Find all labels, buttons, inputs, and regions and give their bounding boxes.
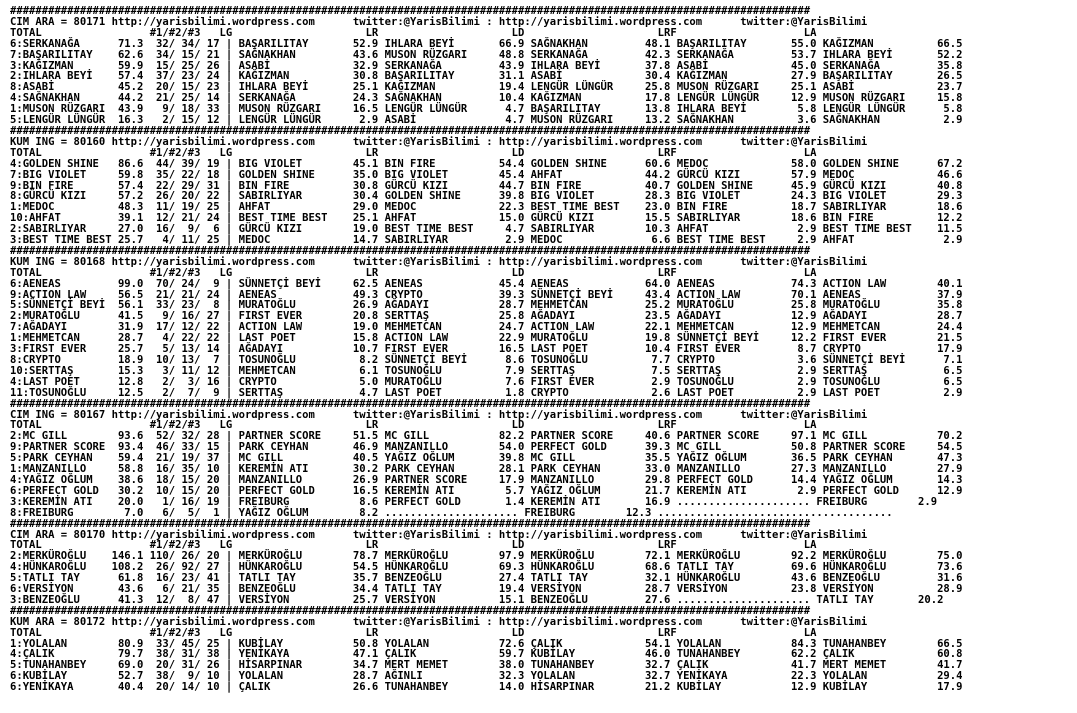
race-header-line: CIM ING = 80167 http://yarisbilimi.wordpress.com twitter:@YarisBilimi : http://yarisbilimi.wordpress.com twitter:@YarisBilimi: [10, 408, 868, 421]
result-row: 10:SERTTAŞ 15.3 3/ 11/ 12 | MEHMETCAN 6.1 TOSUNOĞLU 7.9 SERTTAŞ 7.5 SERTTAŞ 2.9 SERTTAŞ 6.5: [10, 364, 963, 377]
result-row: 1:MEDOC 48.3 11/ 19/ 25 | AHFAT 29.0 MEDOC 22.3 BEST TIME BEST 23.0 BIN FIRE 18.7 SABIRLIYAR 18.6: [10, 201, 963, 214]
column-header-line: TOTAL #1/#2/#3 LG LR LD LRF LA: [10, 539, 817, 552]
result-row: 7:BAŞARILITAY 62.6 34/ 15/ 21 | SAĞNAKHAN 43.6 MUSON RÜZGARI 48.8 SERKANAĞA 42.3 SERKANAĞA 53.7 IHLARA BEYİ 52.2: [10, 48, 963, 61]
result-row: 4:YAĞIZ OĞLUM 38.6 18/ 15/ 20 | MANZANILLO 26.9 PARTNER SCORE 17.9 MANZANILLO 29.8 PERFECT GOLD 14.4 YAĞIZ OĞLUM 14.3: [10, 473, 963, 486]
race-analysis-document: [10, 6, 1074, 711]
result-row: 7:BIG VIOLET 59.8 35/ 22/ 18 | GOLDEN SHINE 35.0 BIG VIOLET 45.4 AHFAT 44.2 GÜRCÜ KIZI 57.9 MEDOC 46.6: [10, 168, 963, 181]
result-row: 3:BEST TIME BEST 25.7 4/ 11/ 25 | MEDOC 14.7 SABIRLIYAR 2.9 MEDOC 6.6 BEST TIME BEST 2.9 AHFAT 2.9: [10, 234, 963, 247]
result-row: 4:HÜNKAROĞLU 108.2 26/ 92/ 27 | HÜNKAROĞLU 54.5 HÜNKAROĞLU 69.3 HÜNKAROĞLU 68.6 TATLI TAY 69.6 HÜNKAROĞLU 73.6: [10, 561, 963, 574]
race-header-line: CIM ARA = 80170 http://yarisbilimi.wordpress.com twitter:@YarisBilimi : http://yarisbilimi.wordpress.com twitter:@YarisBilimi: [10, 528, 868, 541]
result-row: 5:TUNAHANBEY 69.0 20/ 31/ 26 | HİSARPINAR 34.7 MERT MEMET 38.0 TUNAHANBEY 32.7 ÇALIK 41.7 MERT MEMET 41.7: [10, 659, 963, 672]
column-header-line: TOTAL #1/#2/#3 LG LR LD LRF LA: [10, 146, 817, 159]
column-header-line: TOTAL #1/#2/#3 LG LR LD LRF LA: [10, 26, 817, 39]
result-row: 1:MANZANILLO 58.8 16/ 35/ 10 | KEREMİN ATI 30.2 PARK CEYHAN 28.1 PARK CEYHAN 33.0 MANZANILLO 27.3 MANZANILLO 27.9: [10, 463, 963, 476]
race-header-line: KUM ARA = 80172 http://yarisbilimi.wordpress.com twitter:@YarisBilimi : http://yarisbilimi.wordpress.com twitter:@YarisBilimi: [10, 615, 868, 628]
result-row: 1:MUSON RÜZGARI 43.9 9/ 18/ 33 | MUSON RÜZGARI 16.5 LENGÜR LÜNGÜR 4.7 BAŞARILITAY 13.8 IHLARA BEYİ 5.8 LENGÜR LÜNGÜR 5.8: [10, 103, 963, 116]
separator-line: ##############################################################################################################################: [10, 244, 811, 257]
result-row: 2:SABIRLIYAR 27.0 16/ 9/ 6 | GÜRCÜ KIZI 19.0 BEST TIME BEST 4.7 SABIRLIYAR 10.3 AHFAT 2.9 BEST TIME BEST 11.5: [10, 223, 963, 236]
column-header-line: TOTAL #1/#2/#3 LG LR LD LRF LA: [10, 266, 817, 279]
result-row: 6:VERSİYON 43.6 6/ 21/ 35 | BENZEOĞLU 34.4 TATLI TAY 19.4 VERSİYON 28.7 VERSİYON 23.8 VERSİYON 28.9: [10, 583, 963, 596]
result-row: 8:CRYPTO 18.9 10/ 13/ 7 | TOSUNOĞLU 8.2 SÜNNETÇİ BEYİ 8.6 TOSUNOĞLU 7.7 CRYPTO 3.6 SÜNNETÇİ BEYİ 7.1: [10, 354, 963, 366]
result-row: 5:SÜNNETÇİ BEYİ 56.1 33/ 23/ 8 | MURATOĞLU 26.9 AĞADAYI 28.7 MEHMETCAN 25.2 MURATOĞLU 25.8 MURATOĞLU 35.8: [10, 299, 963, 312]
result-row: 3:FIRST EVER 25.7 5/ 13/ 14 | AĞADAYI 10.7 FIRST EVER 16.5 LAST POET 10.4 FIRST EVER 8.7 CRYPTO 17.9: [10, 343, 963, 356]
column-header-line: TOTAL #1/#2/#3 LG LR LD LRF LA: [10, 626, 817, 639]
race-header-line: KUM ING = 80160 http://yarisbilimi.wordpress.com twitter:@YarisBilimi : http://yarisbilimi.wordpress.com twitter:@YarisBilimi: [10, 135, 868, 148]
separator-line: ##############################################################################################################################: [10, 124, 811, 137]
result-row: 6:KUBİLAY 52.7 38/ 9/ 10 | YOLALAN 28.7 AĞINLI 32.3 YOLALAN 32.7 YENİKAYA 22.3 YOLALAN 29.4: [10, 670, 963, 683]
result-row: 8:FREIBURG 7.0 6/ 5/ 1 | YAĞIZ OĞLUM 8.2 ..................... FREIBURG 12.3 .....................................: [10, 506, 893, 519]
result-row: 2:MURATOĞLU 41.5 9/ 16/ 27 | FIRST EVER 20.8 SERTTAŞ 25.8 AĞADAYI 23.5 AĞADAYI 12.9 AĞADAYI 28.7: [10, 310, 963, 323]
separator-line: ##############################################################################################################################: [10, 397, 811, 410]
result-row: 6:PERFECT GOLD 30.2 10/ 15/ 20 | PERFECT GOLD 16.5 KEREMİN ATI 5.7 YAĞIZ OĞLUM 21.7 KEREMİN ATI 2.9 PERFECT GOLD 12.9: [10, 484, 963, 497]
separator-line: ##############################################################################################################################: [10, 604, 811, 617]
result-row: 4:SAĞNAKHAN 44.2 21/ 25/ 14 | SERKANAĞA 24.3 SAĞNAKHAN 10.4 KAĞIZMAN 17.8 LENGÜR LÜNGÜR 12.9 MUSON RÜZGARI 15.8: [10, 92, 963, 105]
result-row: 3:BENZEOĞLU 41.3 12/ 8/ 47 | VERSİYON 25.7 VERSİYON 15.1 BENZEOĞLU 27.6 ..................... TATLI TAY 20.2: [10, 593, 944, 606]
race-header-line: KUM ING = 80168 http://yarisbilimi.wordpress.com twitter:@YarisBilimi : http://yarisbilimi.wordpress.com twitter:@YarisBilimi: [10, 255, 868, 268]
result-row: 10:AHFAT 39.1 12/ 21/ 24 | BEST TIME BEST 25.1 AHFAT 15.0 GÜRCÜ KIZI 15.5 SABIRLIYAR 18.6 BIN FIRE 12.2: [10, 212, 963, 225]
result-row: 3:KAĞIZMAN 59.9 15/ 25/ 26 | ASABİ 32.9 SERKANAĞA 43.9 IHLARA BEYİ 37.8 ASABİ 45.0 SERKANAĞA 35.8: [10, 59, 963, 72]
result-row: 8:GÜRCÜ KIZI 57.2 26/ 20/ 22 | SABIRLIYAR 30.4 GOLDEN SHINE 39.8 BIG VIOLET 28.3 BIG VIOLET 24.3 BIG VIOLET 29.3: [10, 190, 963, 203]
result-row: 2:MERKÜROĞLU 146.1 110/ 26/ 20 | MERKÜROĞLU 78.7 MERKÜROĞLU 97.9 MERKÜROĞLU 72.1 MERKÜROĞLU 92.2 MERKÜROĞLU 75.0: [10, 550, 963, 563]
result-row: 6:SERKANAĞA 71.3 32/ 34/ 17 | BAŞARILITAY 52.9 IHLARA BEYİ 66.9 SAĞNAKHAN 48.1 BAŞARILITAY 55.0 KAĞIZMAN 66.5: [10, 37, 963, 50]
separator-line: ##############################################################################################################################: [10, 517, 811, 530]
result-row: 6:YENİKAYA 40.4 20/ 14/ 10 | ÇALIK 26.6 TUNAHANBEY 14.0 HİSARPINAR 21.2 KUBİLAY 12.9 KUBİLAY 17.9: [10, 681, 963, 694]
result-row: 8:ASABİ 45.2 20/ 15/ 23 | IHLARA BEYİ 25.1 KAĞIZMAN 19.4 LENGÜR LÜNGÜR 25.8 MUSON RÜZGARI 25.1 ASABİ 23.7: [10, 81, 963, 94]
column-header-line: TOTAL #1/#2/#3 LG LR LD LRF LA: [10, 419, 817, 432]
result-row: 1:YOLALAN 80.9 33/ 45/ 25 | KUBİLAY 50.8 YOLALAN 72.6 ÇALIK 54.1 YOLALAN 84.3 TUNAHANBEY 66.5: [10, 637, 963, 650]
result-row: 4:GOLDEN SHINE 86.6 44/ 39/ 19 | BIG VIOLET 45.1 BIN FIRE 54.4 GOLDEN SHINE 60.6 MEDOC 58.0 GOLDEN SHINE 67.2: [10, 157, 963, 170]
result-row: 9:PARTNER SCORE 93.4 46/ 33/ 15 | PARK CEYHAN 46.9 MANZANILLO 54.0 PERFECT GOLD 39.3 MC GILL 50.8 PARTNER SCORE 54.5: [10, 441, 963, 454]
result-row: 5:TATLI TAY 61.8 16/ 23/ 41 | TATLI TAY 35.7 BENZEOĞLU 27.4 TATLI TAY 32.1 HÜNKAROĞLU 43.6 BENZEOĞLU 31.6: [10, 572, 963, 585]
result-row: 9:BIN FIRE 57.4 22/ 29/ 31 | BIN FIRE 30.8 GÜRCÜ KIZI 44.7 BIN FIRE 40.7 GOLDEN SHINE 45.9 GÜRCÜ KIZI 40.8: [10, 179, 963, 192]
result-row: 7:AĞADAYI 31.9 17/ 12/ 22 | ACTION LAW 19.0 MEHMETCAN 24.7 ACTION LAW 22.1 MEHMETCAN 12.9 MEHMETCAN 24.4: [10, 321, 963, 334]
race-header-line: CIM ARA = 80171 http://yarisbilimi.wordpress.com twitter:@YarisBilimi : http://yarisbilimi.wordpress.com twitter:@YarisBilimi: [10, 15, 868, 28]
result-row: 2:MC GILL 93.6 52/ 32/ 28 | PARTNER SCORE 51.5 MC GILL 82.2 PARTNER SCORE 40.6 PARTNER SCORE 97.1 MC GILL 70.2: [10, 430, 963, 443]
result-row: 2:IHLARA BEYİ 57.4 37/ 23/ 24 | KAĞIZMAN 30.8 BAŞARILITAY 31.1 ASABİ 30.4 KAĞIZMAN 27.9 BAŞARILITAY 26.5: [10, 70, 963, 83]
result-row: 9:ACTION LAW 56.5 21/ 21/ 24 | AENEAS 49.3 CRYPTO 39.3 SÜNNETÇİ BEYİ 43.4 ACTION LAW 70.1 AENEAS 37.9: [10, 288, 963, 301]
result-row: 4:ÇALIK 79.7 38/ 31/ 38 | YENİKAYA 47.1 ÇALIK 59.7 KUBİLAY 46.0 TUNAHANBEY 62.2 ÇALIK 60.8: [10, 648, 963, 661]
result-row: 11:TOSUNOĞLU 12.5 2/ 7/ 9 | SERTTAŞ 4.7 LAST POET 1.8 CRYPTO 2.6 LAST POET 2.9 LAST POET 2.9: [10, 386, 963, 399]
result-row: 4:LAST POET 12.8 2/ 3/ 16 | CRYPTO 5.0 MURATOĞLU 7.6 FIRST EVER 2.9 TOSUNOĞLU 2.9 TOSUNOĞLU 6.5: [10, 375, 963, 388]
result-row: 6:AENEAS 99.0 70/ 24/ 9 | SÜNNETÇİ BEYİ 62.5 AENEAS 45.4 AENEAS 64.0 AENEAS 74.3 ACTION LAW 40.1: [10, 277, 963, 290]
result-row: 3:KEREMİN ATI 20.0 1/ 16/ 19 | FREIBURG 8.6 PERFECT GOLD 1.4 KEREMİN ATI 16.9 ..................... FREIBURG 2.9: [10, 495, 938, 508]
separator-line: ##############################################################################################################################: [10, 6, 811, 17]
result-row: 5:LENGÜR LÜNGÜR 16.3 2/ 15/ 12 | LENGÜR LÜNGÜR 2.9 ASABİ 4.7 MUSON RÜZGARI 13.2 SAĞNAKHAN 3.6 SAĞNAKHAN 2.9: [10, 114, 963, 127]
result-row: 5:PARK CEYHAN 59.4 21/ 19/ 37 | MC GILL 40.5 YAĞIZ OĞLUM 39.8 MC GILL 35.5 YAĞIZ OĞLUM 36.5 PARK CEYHAN 47.3: [10, 452, 963, 465]
result-row: 1:MEHMETCAN 28.7 4/ 22/ 22 | LAST POET 15.8 ACTION LAW 22.9 MURATOĞLU 19.8 SÜNNETÇİ BEYİ 12.2 FIRST EVER 21.5: [10, 332, 963, 345]
